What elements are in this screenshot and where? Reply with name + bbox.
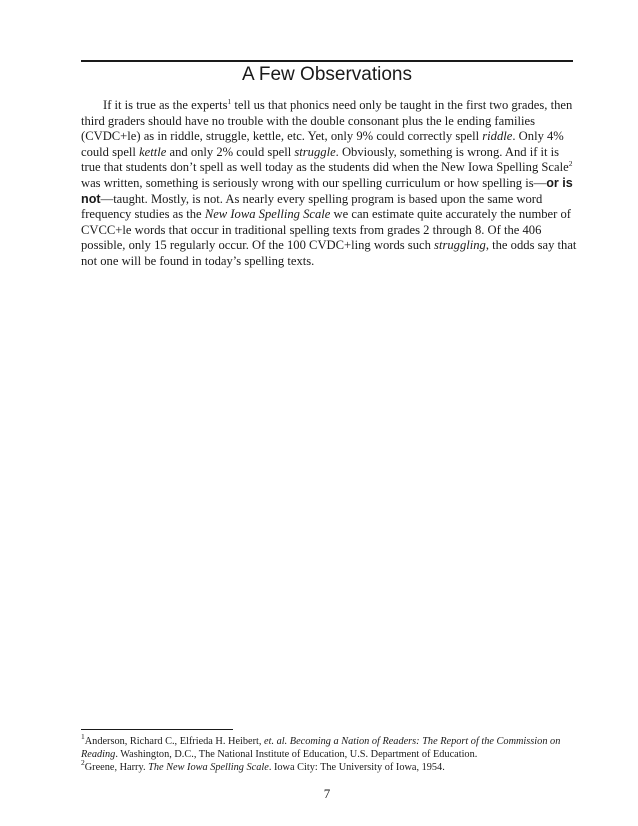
italic-word-struggling: struggling xyxy=(434,238,486,253)
body-text-run: . Obviously, something is wrong. And if it is true that students don’t spell as well today as the students did when the New Iowa Spelling Scale xyxy=(81,144,569,175)
footnote-italic: et. al. Becoming a Nation of Readers: The Report of the Commission on Reading xyxy=(81,736,561,761)
italic-word-kettle: kettle xyxy=(139,144,167,159)
footnote-1 xyxy=(81,732,577,761)
footnote-2 xyxy=(81,758,577,774)
body-text-run: tell us that phonics need only be taught in the first two grades, then third graders should have no trouble with the double consonant plus the le ending families (CVDC+le) as in riddle, struggle, kettle, etc. Yet, only 9% could correctly spell xyxy=(81,98,573,144)
body-text-run: . Only 4% could spell xyxy=(81,129,564,159)
footnote-text: Greene, Harry. xyxy=(84,762,149,774)
bold-phrase-or-is-not: or is not xyxy=(81,175,573,206)
body-text-run: —taught. Mostly, is not. As nearly every spelling program is based upon the same word frequency studies as the xyxy=(81,191,543,222)
body-text-run: and only 2% could spell xyxy=(166,144,295,159)
footnote-marker: 2 xyxy=(81,758,85,768)
italic-word-riddle: riddle xyxy=(482,129,513,144)
header-rule xyxy=(81,60,573,62)
footnote-text: Anderson, Richard C., Elfrieda H. Heibert, xyxy=(84,736,265,747)
body-text-run: , the odds say that not one will be found in today’s spelling texts. xyxy=(81,238,577,268)
page-title: A Few Observations xyxy=(241,64,413,85)
body-text-run: If it is true as the experts xyxy=(103,98,228,112)
footnote-italic: The New Iowa Spelling Scale xyxy=(148,762,269,774)
italic-title-spelling-scale: New Iowa Spelling Scale xyxy=(204,207,331,222)
footnotes xyxy=(81,732,577,775)
body-text-run: we can estimate quite accurately the number of CVCC+le words that occur in traditional spelling texts from grades 2 through 8. Of the 406 possible, only 15 regularly occur. Of the 100 CVDC+ling words such xyxy=(81,207,571,253)
footnote-ref-2: 2 xyxy=(568,159,573,169)
footnote-ref-1: 1 xyxy=(227,97,232,106)
footnote-text: . Washington, D.C., The National Institute of Education, U.S. Department of Education. xyxy=(115,749,478,761)
italic-word-struggle: struggle xyxy=(294,144,336,159)
footnote-separator xyxy=(81,729,233,730)
page-number: 7 xyxy=(323,786,331,801)
body-text-run: was written, something is seriously wrong with our spelling curriculum or how spelling is— xyxy=(81,175,547,190)
body-paragraph xyxy=(81,98,577,270)
footnote-marker: 1 xyxy=(81,732,85,741)
footnote-text: . Iowa City: The University of Iowa, 1954. xyxy=(268,762,445,774)
